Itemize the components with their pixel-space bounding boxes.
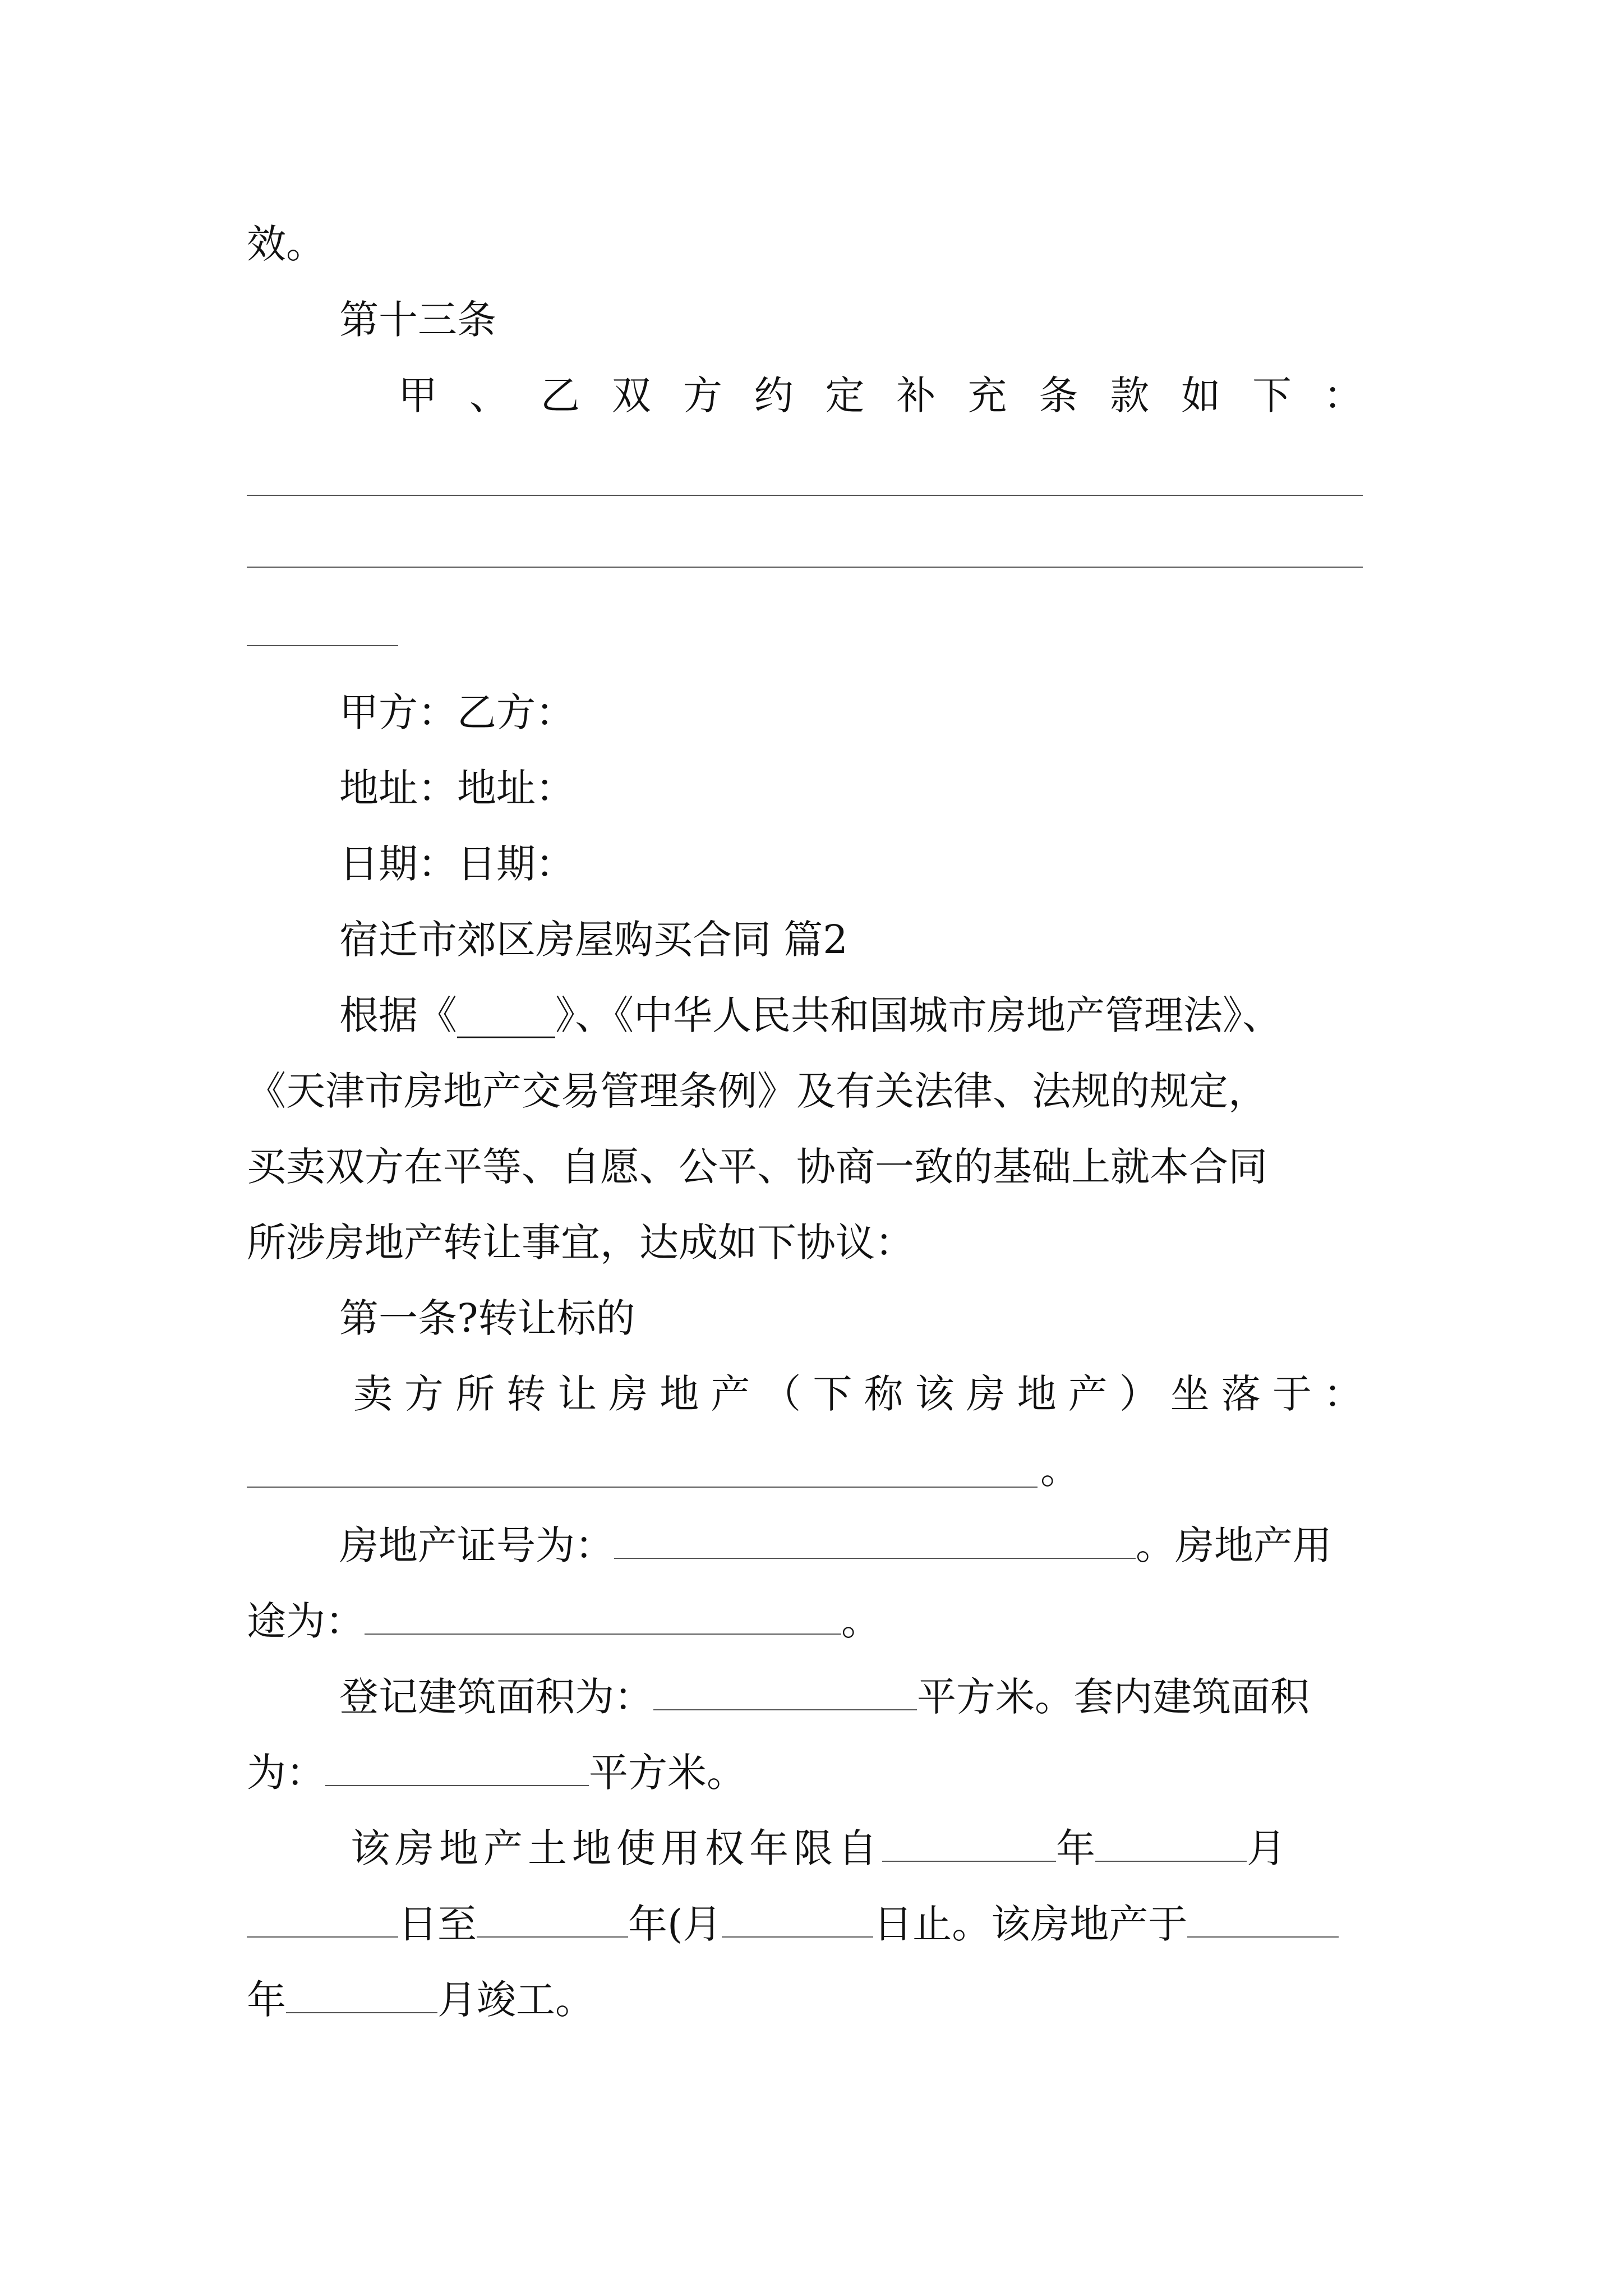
certificate-line <box>339 1517 1332 1573</box>
article-1-heading: 第一条?转让标的 <box>339 1295 635 1341</box>
certificate-tail: 。房地产用 <box>1136 1522 1332 1568</box>
spaced-char: 约 <box>754 372 794 418</box>
inner-area-tail: 平方米。 <box>589 1750 746 1796</box>
certificate-label: 房地产证号为： <box>339 1522 614 1568</box>
spaced-char: 补 <box>896 372 936 418</box>
completion-month-blank <box>286 1977 437 2013</box>
completion-label: 月竣工。 <box>437 1977 594 2023</box>
area-line <box>339 1669 1310 1725</box>
spaced-char: 方 <box>404 1371 444 1417</box>
area-label: 登记建筑面积为： <box>339 1674 653 1720</box>
end-day-blank <box>722 1902 873 1938</box>
spaced-char: 让 <box>557 1371 597 1417</box>
spaced-char: 条 <box>1039 372 1078 418</box>
blank-line-3 <box>247 645 398 646</box>
intro-line-3: 买卖双方在平等、自愿、公平、协商一致的基础上就本合同 <box>247 1144 1267 1190</box>
start-year-blank <box>882 1826 1056 1862</box>
spaced-char: 、 <box>469 372 509 418</box>
paragraph-end: 效。 <box>247 221 325 267</box>
spaced-char: 该 <box>915 1371 955 1417</box>
inner-area-blank <box>325 1750 589 1786</box>
area-blank <box>653 1674 917 1710</box>
area-tail: 平方米。套内建筑面积 <box>917 1674 1310 1720</box>
spaced-char: 落 <box>1221 1371 1261 1417</box>
spaced-char: （ <box>762 1371 801 1417</box>
start-day-blank <box>247 1902 398 1938</box>
intro-line-1: 根据《_____》、《中华人民共和国城市房地产管理法》、 <box>339 992 1281 1038</box>
spaced-char: 于 <box>1272 1371 1312 1417</box>
inner-area-line <box>247 1745 746 1801</box>
spaced-char: 房 <box>608 1371 648 1417</box>
signature-party-line: 甲方：乙方： <box>339 689 575 735</box>
spaced-char: 双 <box>611 372 651 418</box>
usage-label: 途为： <box>247 1598 365 1644</box>
intro-line-2: 《天津市房地产交易管理条例》及有关法律、法规的规定， <box>247 1068 1267 1114</box>
spaced-char: 转 <box>506 1371 546 1417</box>
spaced-char: 地 <box>1017 1371 1057 1417</box>
land-term-label: 该房地产土地使用权年限自 <box>351 1825 882 1871</box>
spaced-char: 下 <box>1252 372 1292 418</box>
spaced-char: 下 <box>813 1371 852 1417</box>
spaced-char: ： <box>1323 1371 1363 1417</box>
land-term-line-3 <box>247 1972 594 2028</box>
land-term-line-2 <box>247 1896 1339 1952</box>
end-year-month-label: 年(月 <box>628 1901 722 1947</box>
spaced-char: 方 <box>683 372 722 418</box>
spaced-char: 定 <box>825 372 865 418</box>
completion-year-label: 年 <box>247 1977 286 2023</box>
spaced-char: 甲 <box>398 372 437 418</box>
spaced-char: 卖 <box>353 1371 393 1417</box>
end-day-label: 日止。该房地产于 <box>873 1901 1188 1947</box>
spaced-char: 乙 <box>540 372 580 418</box>
intro-line-4: 所涉房地产转让事宜，达成如下协议： <box>247 1220 914 1266</box>
month-label: 月 <box>1247 1825 1286 1871</box>
completion-year-blank <box>1187 1902 1339 1938</box>
spaced-char: 如 <box>1181 372 1221 418</box>
inner-area-label: 为： <box>247 1750 325 1796</box>
signature-date-line: 日期：日期： <box>339 841 575 887</box>
day-to-label: 日至 <box>398 1901 477 1947</box>
certificate-blank <box>614 1523 1136 1559</box>
spaced-char: 产 <box>711 1371 750 1417</box>
spaced-char: ： <box>1323 372 1363 418</box>
spaced-char: 称 <box>864 1371 903 1417</box>
usage-blank <box>365 1599 841 1635</box>
location-period: 。 <box>1040 1447 1080 1493</box>
end-year-blank <box>477 1902 628 1938</box>
land-term-line-1 <box>351 1820 1286 1876</box>
usage-tail: 。 <box>841 1598 880 1644</box>
start-month-blank <box>1095 1826 1247 1862</box>
spaced-char: 所 <box>455 1371 495 1417</box>
spaced-char: 产 <box>1068 1371 1108 1417</box>
usage-line <box>247 1593 880 1649</box>
spaced-char: 房 <box>966 1371 1006 1417</box>
contract-title: 宿迁市郊区房屋购买合同 篇2 <box>339 917 848 963</box>
article-13-heading: 第十三条 <box>339 297 496 343</box>
spaced-char: 款 <box>1110 372 1150 418</box>
year-label: 年 <box>1056 1825 1095 1871</box>
blank-line-2 <box>247 567 1363 568</box>
spaced-char: 地 <box>660 1371 699 1417</box>
spaced-char: 充 <box>967 372 1007 418</box>
signature-address-line: 地址：地址： <box>339 765 575 811</box>
spaced-char: 坐 <box>1170 1371 1210 1417</box>
location-blank <box>247 1487 1038 1488</box>
supplementary-terms-line <box>398 367 1363 424</box>
location-line <box>353 1366 1363 1422</box>
spaced-char: ） <box>1119 1371 1159 1417</box>
blank-line-1 <box>247 495 1363 496</box>
